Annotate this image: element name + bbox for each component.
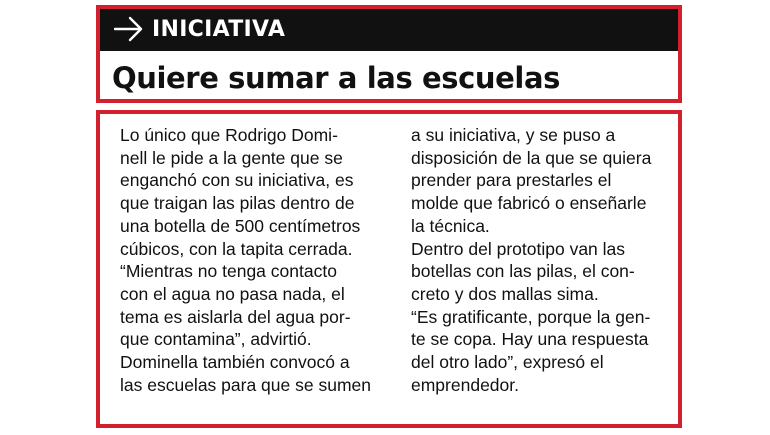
text-column-right bbox=[411, 124, 673, 396]
kicker-bar bbox=[100, 9, 678, 51]
text-line: que traigan las pilas dentro de bbox=[120, 193, 355, 214]
kicker-label: INICIATIVA bbox=[152, 17, 286, 42]
text-line: enganchó con su iniciativa, es bbox=[120, 170, 354, 191]
text-column-left bbox=[120, 124, 388, 396]
text-line: “Es gratificante, porque la gen- bbox=[411, 306, 651, 327]
article-headline: Quiere sumar a las escuelas bbox=[112, 61, 561, 95]
text-line: emprendedor. bbox=[411, 374, 519, 395]
text-line: nell le pide a la gente que se bbox=[120, 147, 343, 168]
text-line: una botella de 500 centímetros bbox=[120, 215, 361, 236]
article-body-box bbox=[96, 110, 682, 428]
text-line: la técnica. bbox=[411, 215, 490, 236]
text-line: creto y dos mallas sima. bbox=[411, 283, 599, 304]
text-line: “Mientras no tenga contacto bbox=[120, 261, 337, 282]
text-line: que contamina”, advirtió. bbox=[120, 329, 312, 350]
text-line: del otro lado”, expresó el bbox=[411, 352, 604, 373]
text-line: tema es aislarla del agua por- bbox=[120, 306, 351, 327]
headline-box bbox=[96, 5, 682, 103]
text-line: disposición de la que se quiera bbox=[411, 147, 652, 168]
text-line: botellas con las pilas, el con- bbox=[411, 261, 635, 282]
text-line: las escuelas para que se sumen bbox=[120, 374, 371, 395]
text-line: Dentro del prototipo van las bbox=[411, 238, 626, 259]
text-line: cúbicos, con la tapita cerrada. bbox=[120, 238, 353, 259]
right-arrow-icon bbox=[114, 13, 144, 45]
text-line: te se copa. Hay una respuesta bbox=[411, 329, 649, 350]
text-line: Lo único que Rodrigo Domi- bbox=[120, 125, 338, 145]
text-line: Dominella también convocó a bbox=[120, 352, 350, 373]
text-line: con el agua no pasa nada, el bbox=[120, 283, 345, 304]
text-line: a su iniciativa, y se puso a bbox=[411, 125, 616, 145]
text-line: prender para prestarles el bbox=[411, 170, 612, 191]
text-line: molde que fabricó o enseñarle bbox=[411, 193, 647, 214]
